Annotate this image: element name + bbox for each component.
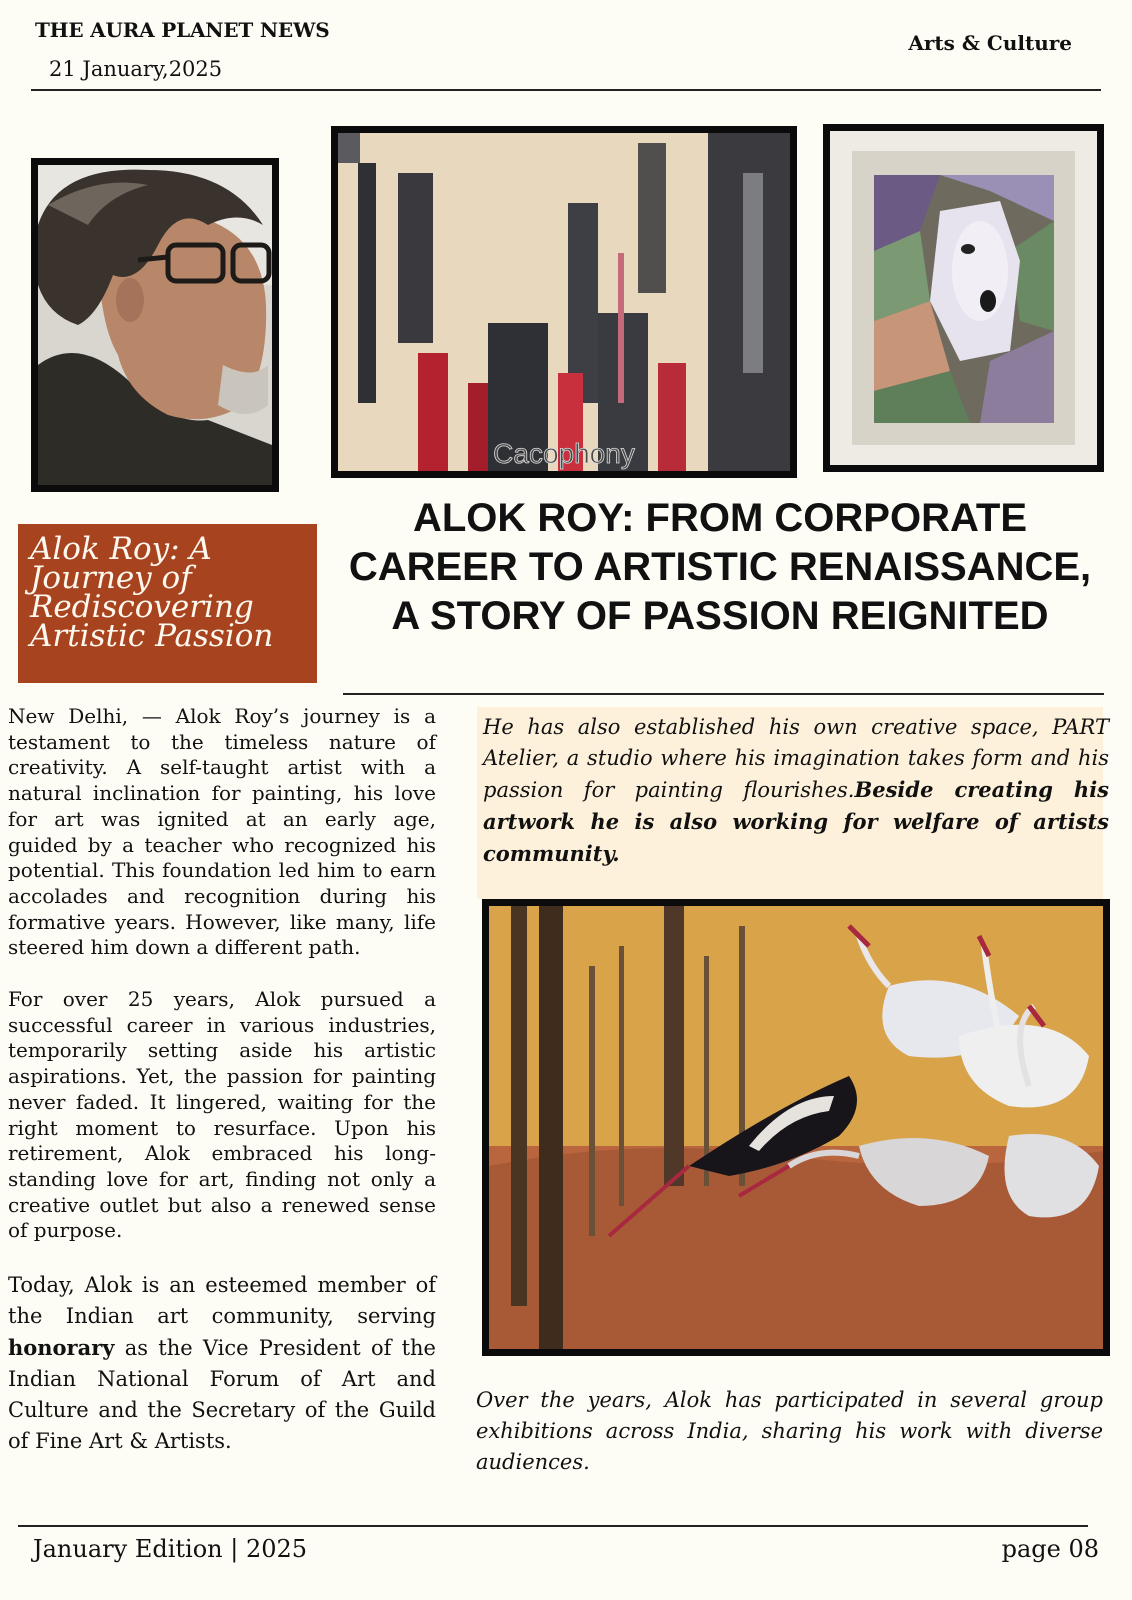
edition-label: January Edition | 2025 — [33, 1535, 308, 1563]
pull-quote — [483, 712, 1109, 870]
body-paragraph-3-bold: honorary — [8, 1335, 115, 1361]
article-headline: ALOK ROY: FROM CORPORATE CAREER TO ARTISTIC RENAISSANCE, A STORY OF PASSION REIGNITED — [348, 496, 1092, 638]
pull-quote-text: He has also established his own creative space, PART Atelier, a studio where his imagination takes form and his passion for painting flourishes. — [483, 715, 1109, 802]
article-body — [8, 704, 436, 1483]
body-paragraph-3-end: as the Vice President of the Indian National Forum of Art and Culture and the Secretary of the Guild of Fine Art & Artists. — [8, 1336, 436, 1454]
body-paragraph-3 — [8, 1270, 436, 1457]
painting-cacophony — [331, 126, 797, 478]
body-paragraph-1: New Delhi, — Alok Roy’s journey is a testament to the timeless nature of creativity. A self-taught artist with a natural inclination for painting, his love for art was ignited at an early age, guided by a teacher who recognized his potential. This foundation led him to earn accolades and recognition during his formative years. However, like many, life steered him down a different path. — [8, 704, 436, 960]
body-paragraph-2: For over 25 years, Alok pursued a successful career in various industries, temporarily setting aside his artistic aspirations. Yet, the passion for painting never faded. It lingered, waiting for the right moment to resurface. Upon his retirement, Alok embraced his long-standing love for art, finding not only a creative outlet but also a renewed sense of purpose. — [8, 987, 436, 1243]
header-divider — [31, 89, 1101, 91]
body-paragraph-3-start: Today, Alok is an esteemed member of the Indian art community, serving — [8, 1273, 436, 1329]
publication-name: THE AURA PLANET NEWS — [35, 18, 330, 42]
kicker-box: Alok Roy: A Journey of Rediscovering Artistic Passion — [18, 524, 317, 683]
headline-divider — [343, 693, 1104, 695]
painting-mosaic-face — [823, 124, 1104, 472]
pull-quote-bold: Beside creating his artwork he is also working for welfare of artists community. — [483, 777, 1109, 866]
page-number: page 08 — [1001, 1535, 1099, 1563]
issue-date: 21 January,2025 — [49, 57, 223, 81]
painting-cranes — [482, 899, 1110, 1356]
artist-photo — [31, 158, 279, 492]
section-label: Arts & Culture — [908, 31, 1072, 55]
painting-caption: Over the years, Alok has participated in several group exhibitions across India, sharing his work with diverse audiences. — [476, 1388, 1103, 1474]
footer-divider — [18, 1525, 1088, 1527]
painting-caption-text: Cacophony — [493, 438, 635, 469]
